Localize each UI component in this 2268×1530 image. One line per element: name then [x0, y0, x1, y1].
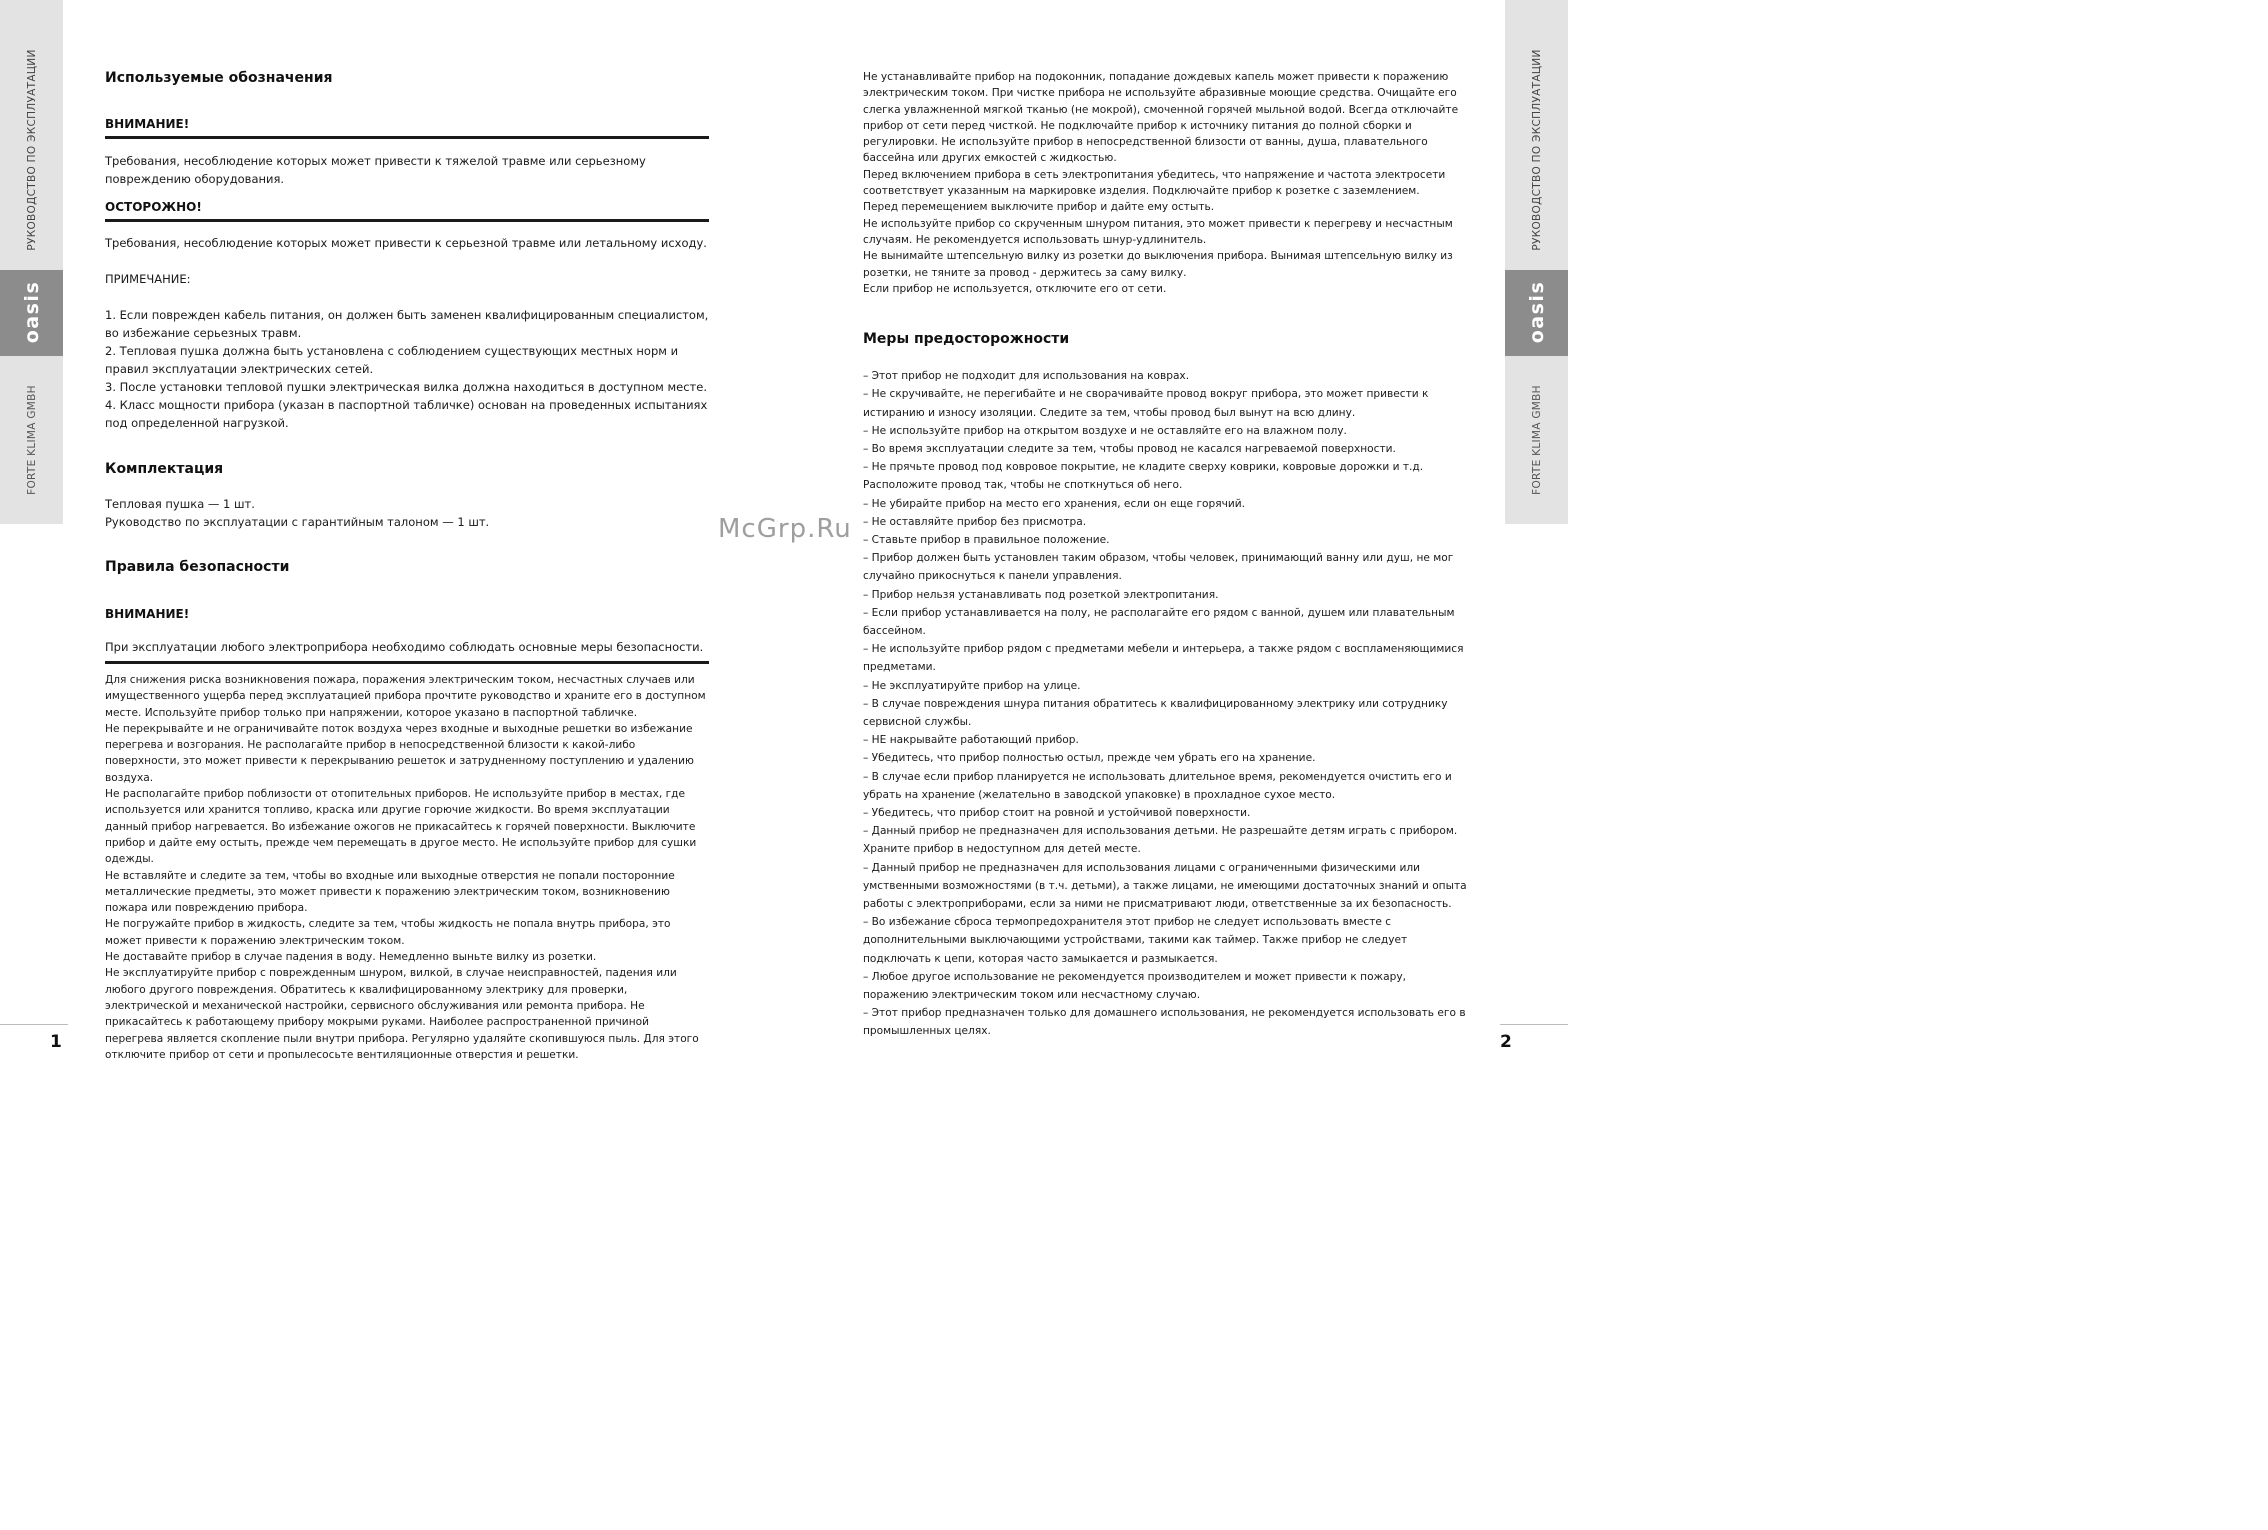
kit-list — [105, 495, 709, 531]
warning-rule — [105, 136, 709, 139]
intro-text: Не устанавливайте прибор на подоконник, попадание дождевых капель может привести к поражению электрическим током. При чистке прибора не используйте абразивные моющие средства. Очищайте его слегка увлажненной мягкой тканью (не мокрой), смоченной горячей мыльной водой. Всегда отключайте прибор от сети перед чисткой. Не подключайте прибор к источнику питания до полной сборки и регулировки. Не используйте прибор в непосредственной близости от ванны, душа, плавательного бассейна или других емкостей с жидкостью. Перед включением прибора в сеть электропитания убедитесь, что напряжение и частота электросети соответствует указанным на маркировке изделия. Подключайте прибор к розетке с заземлением. Перед перемещением выключите прибор и дайте ему остыть. Не используйте прибор со скрученным шнуром питания, это может привести к перегреву и несчастным случаям. Не рекомендуется использовать шнур-удлинитель. Не вынимайте штепсельную вилку из розетки до выключения прибора. Вынимая штепсельную вилку из розетки, не тяните за провод - держитесь за саму вилку. Если прибор не используется, отключите его от сети. — [863, 71, 1459, 295]
right-brand-logo: oasis — [1526, 280, 1548, 344]
note-item: 1. Если поврежден кабель питания, он должен быть заменен квалифицированным специалистом, во избежание серьезных травм. — [105, 308, 709, 340]
left-brand-logo: oasis — [21, 280, 43, 344]
left-guide-label: РУКОВОДСТВО ПО ЭКСПЛУАТАЦИИ — [26, 49, 38, 251]
safety-body: Для снижения риска возникновения пожара, поражения электрическим током, несчастных случаев или имущественного ущерба перед эксплуатацией прибора прочтите руководство и храните его в доступном месте. Используйте прибор только при напряжении, которое указано в паспортной табличке. Не перекрывайте и не ограничивайте поток воздуха через входные и выходные решетки во избежание перегрева и возгорания. Не располагайте прибор в непосредственной близости к какой-либо поверхности, это может привести к перекрыванию решеток и затрудненному поступлению и удалению воздуха. Не располагайте прибор поблизости от отопительных приборов. Не используйте прибор в местах, где используется или хранится топливо, краска или другие горючие жидкости. Во время эксплуатации данный прибор нагревается. Во избежание ожогов не прикасайтесь к горячей поверхности. Выключите прибор и дайте ему остыть, прежде чем перемещать в другое место. Не используйте прибор для сушки одежды. Не вставляйте и следите за тем, чтобы во входные или выходные отверстия не попали посторонние металлические предметы, это может привести к поражению электрическим током, возникновению пожара или повреждению прибора. Не погружайте прибор в жидкость, следите за тем, чтобы жидкость не попала внутрь прибора, это может привести к поражению электрическим током. Не доставайте прибор в случае падения в воду. Немедленно выньте вилку из розетки. Не эксплуатируйте прибор с поврежденным шнуром, вилкой, в случае неисправностей, падения или любого другого повреждения. Обратитесь к квалифицированному электрику для проверки, электрической и механической настройки, сервисного обслуживания или ремонта прибора. Не прикасайтесь к работающему прибору мокрыми руками. Наиболее распространенной причиной перегрева является скопление пыли внутри прибора. Регулярно удаляйте скопившуюся пыль. Для этого отключите прибор от сети и пропылесосьте вентиляционные отверстия и решетки. — [105, 674, 706, 1061]
safety-warning-text: При эксплуатации любого электроприбора необходимо соблюдать основные меры безопасности. — [105, 640, 704, 654]
caution-text: Требования, несоблюдение которых может привести к серьезной травме или летальному исходу. — [105, 236, 707, 250]
notes-list — [105, 306, 709, 432]
safety-warning-label: ВНИМАНИЕ! — [105, 607, 190, 621]
note-item: 3. После установки тепловой пушки электрическая вилка должна находиться в доступном месте. — [105, 380, 707, 394]
symbols-title: Используемые обозначения — [105, 70, 333, 86]
safety-rule — [105, 661, 709, 664]
warning-text: Требования, несоблюдение которых может привести к тяжелой травме или серьезному повреждению оборудования. — [105, 154, 646, 186]
note-label: ПРИМЕЧАНИЕ: — [105, 272, 191, 286]
kit-title: Комплектация — [105, 461, 224, 477]
right-page-number: 2 — [1500, 1032, 1512, 1052]
left-column — [105, 70, 709, 1063]
kit-item: Руководство по эксплуатации с гарантийным талоном — 1 шт. — [105, 515, 490, 529]
watermark: McGrp.Ru — [718, 514, 852, 544]
caution-label: ОСТОРОЖНО! — [105, 200, 202, 214]
note-item: 4. Класс мощности прибора (указан в паспортной табличке) основан на проведенных испытаниях под определенной нагрузкой. — [105, 398, 708, 430]
kit-item: Тепловая пушка — 1 шт. — [105, 497, 255, 511]
precautions-title: Меры предосторожности — [863, 331, 1070, 348]
right-guide-label: РУКОВОДСТВО ПО ЭКСПЛУАТАЦИИ — [1531, 49, 1543, 251]
right-company-label: FORTE KLIMA GMBH — [1531, 385, 1543, 495]
precautions-list: – Этот прибор не подходит для использования на коврах. – Не скручивайте, не перегибайте и не сворачивайте провод вокруг прибора, это может привести к истиранию и износу изоляции. Следите за тем, чтобы провод был вынут на всю длину. – Не используйте прибор на открытом воздухе и не оставляйте его на влажном полу. – Во время эксплуатации следите за тем, чтобы провод не касался нагреваемой поверхности. – Не прячьте провод под ковровое покрытие, не кладите сверху коврики, ковровые дорожки и т.д. Расположите провод так, чтобы не споткнуться об него. – Не убирайте прибор на место его хранения, если он еще горячий. – Не оставляйте прибор без присмотра. – Ставьте прибор в правильное положение. – Прибор должен быть установлен таким образом, чтобы человек, принимающий ванну или душ, не мог случайно прикоснуться к панели управления. – Прибор нельзя устанавливать под розеткой электропитания. – Если прибор устанавливается на полу, не располагайте его рядом с ванной, душем или плавательным бассейном. – Не используйте прибор рядом с предметами мебели и интерьера, а также рядом с воспламеняющимися предметами. – Не эксплуатируйте прибор на улице. – В случае повреждения шнура питания обратитесь к квалифицированному электрику или сотруднику сервисной службы. – НЕ накрывайте работающий прибор. – Убедитесь, что прибор полностью остыл, прежде чем убрать его на хранение. – В случае если прибор планируется не использовать длительное время, рекомендуется очистить его и убрать на хранение (желательно в заводской упаковке) в прохладное сухое место. – Убедитесь, что прибор стоит на ровной и устойчивой поверхности. – Данный прибор не предназначен для использования детьми. Не разрешайте детям играть с прибором. Храните прибор в недоступном для детей месте. – Данный прибор не предназначен для использования лицами с ограниченными физическими или умственными возможностями (в т.ч. детьми), а также лицами, не имеющими достаточных знаний и опыта работы с электроприборами, если за ними не присматривают люди, ответственные за их безопасность. – Во избежание сброса термопредохранителя этот прибор не следует использовать вместе с дополнительными выключающими устройствами, такими как таймер. Также прибор не следует подключать к цепи, которая часто замыкается и размыкается. – Любое другое использование не рекомендуется производителем и может привести к пожару, поражению электрическим током или несчастному случаю. – Этот прибор предназначен только для домашнего использования, не рекомендуется использовать его в промышленных целях. — [863, 370, 1467, 1038]
safety-title: Правила безопасности — [105, 559, 290, 575]
caution-rule — [105, 219, 709, 222]
warning-label: ВНИМАНИЕ! — [105, 117, 190, 131]
note-item: 2. Тепловая пушка должна быть установлена с соблюдением существующих местных норм и правил эксплуатации электрических сетей. — [105, 344, 679, 376]
right-column — [863, 69, 1471, 1041]
left-company-label: FORTE KLIMA GMBH — [26, 385, 38, 495]
left-page-number: 1 — [50, 1032, 62, 1052]
